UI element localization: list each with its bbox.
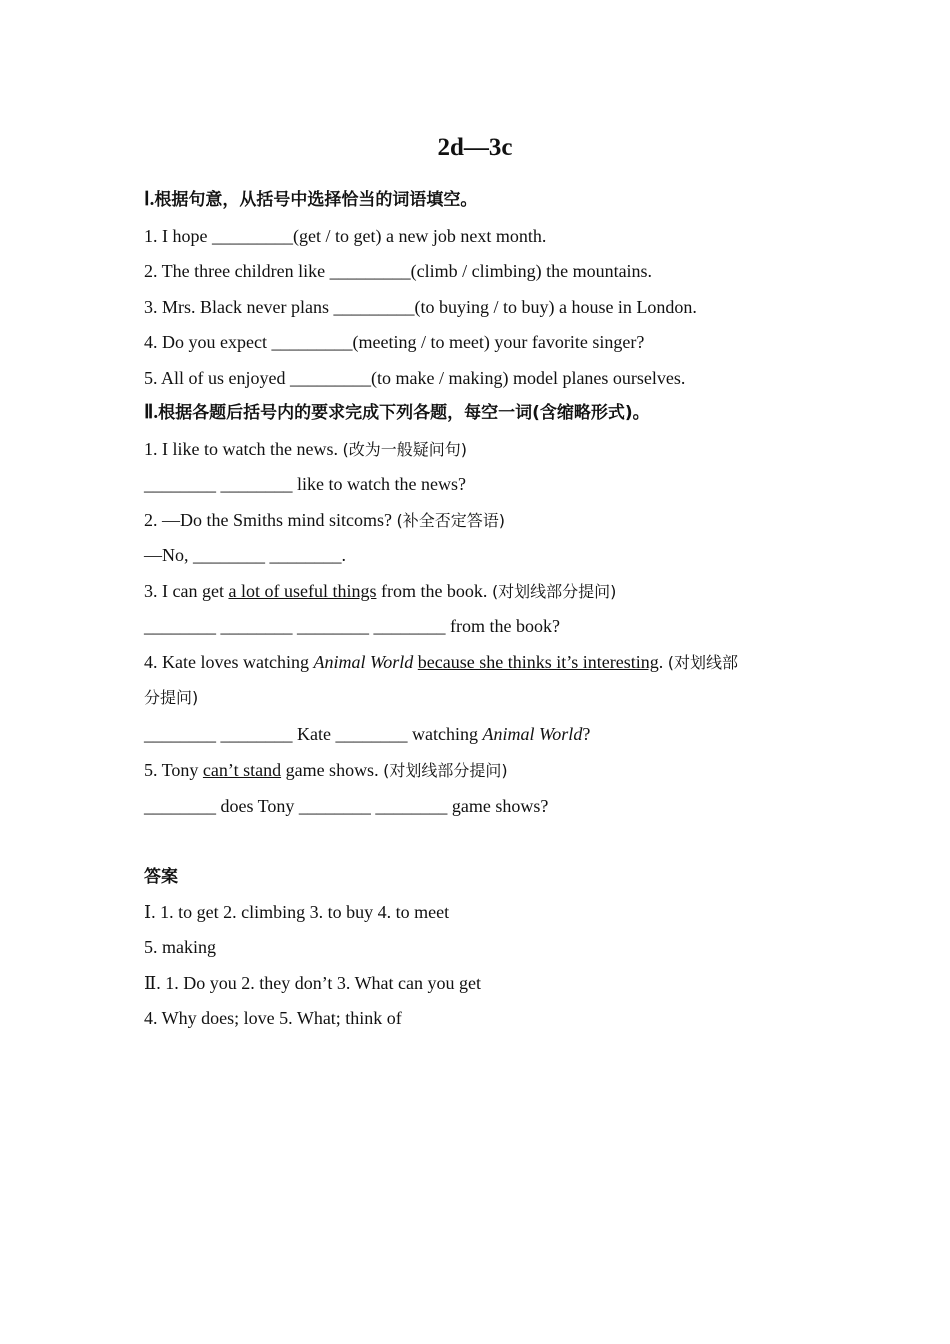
section2-instruction: 根据各题后括号内的要求完成下列各题，每空一词(含缩略形式)。 xyxy=(158,403,650,423)
q4-text-pre: 4. Kate loves watching xyxy=(144,652,314,672)
q5-underlined: can’t stand xyxy=(202,760,282,780)
section2-number: Ⅱ. xyxy=(144,402,159,423)
q2-answer-line: —No, ________ ________. xyxy=(144,545,346,565)
q2-text: 2. —Do the Smiths mind sitcoms? xyxy=(144,510,397,530)
section1-item-3: 3. Mrs. Black never plans _________(to buying / to buy) a house in London. xyxy=(144,297,697,317)
q4-note-continued: 分提问) xyxy=(144,688,199,707)
q4-underlined: because she thinks it’s interesting xyxy=(417,652,659,672)
q3-underlined: a lot of useful things xyxy=(228,581,377,601)
answers-heading: 答案 xyxy=(144,867,178,887)
q5-text-post: game shows. xyxy=(281,760,384,780)
section1-item-2: 2. The three children like _________(climb / climbing) the mountains. xyxy=(144,261,653,281)
q5-answer-line: ________ does Tony ________ ________ game shows? xyxy=(144,796,549,816)
section2-heading xyxy=(144,401,804,425)
section1-heading xyxy=(144,188,804,212)
section2-q3 xyxy=(144,579,804,604)
section2-q1 xyxy=(144,437,804,462)
q4-answer-line xyxy=(144,722,804,746)
section1-item-1: 1. I hope _________(get / to get) a new job next month. xyxy=(144,226,547,246)
answers-line-2: 5. making xyxy=(144,937,216,957)
section1-number: Ⅰ. xyxy=(144,189,155,210)
section2-q5 xyxy=(144,758,804,783)
section2-q2 xyxy=(144,508,804,533)
q3-note: (对划线部分提问) xyxy=(491,582,617,601)
q4-answer-post: ? xyxy=(582,724,591,744)
section1-instruction: 根据句意，从括号中选择恰当的词语填空。 xyxy=(154,190,478,210)
q4-answer-italic: Animal World xyxy=(482,724,583,744)
q4-italic-title: Animal World xyxy=(313,652,414,672)
q3-text-post: from the book. xyxy=(376,581,492,601)
q3-text-pre: 3. I can get xyxy=(144,581,229,601)
q4-note: (对划线部 xyxy=(667,653,738,672)
q1-answer-line: ________ ________ like to watch the news? xyxy=(144,474,466,494)
q1-note: (改为一般疑问句) xyxy=(342,440,467,459)
q2-note: (补全否定答语) xyxy=(396,511,506,530)
q1-text: 1. I like to watch the news. xyxy=(144,439,343,459)
section1-item-4: 4. Do you expect _________(meeting / to meet) your favorite singer? xyxy=(144,332,645,352)
page-title: 2d—3c xyxy=(437,134,513,161)
q5-note: (对划线部分提问) xyxy=(383,761,508,780)
answers-line-3: Ⅱ. 1. Do you 2. they don’t 3. What can you get xyxy=(144,973,482,993)
answers-line-4: 4. Why does; love 5. What; think of xyxy=(144,1008,402,1028)
q4-text-post: . xyxy=(658,652,668,672)
q3-answer-line: ________ ________ ________ ________ from the book? xyxy=(144,616,560,636)
answers-line-1: Ⅰ. 1. to get 2. climbing 3. to buy 4. to meet xyxy=(144,902,450,922)
section1-item-5: 5. All of us enjoyed _________(to make / making) model planes ourselves. xyxy=(144,368,686,388)
section2-q4 xyxy=(144,650,804,675)
q4-answer-pre: ________ ________ Kate ________ watching xyxy=(144,724,483,744)
q5-text-pre: 5. Tony xyxy=(144,760,203,780)
